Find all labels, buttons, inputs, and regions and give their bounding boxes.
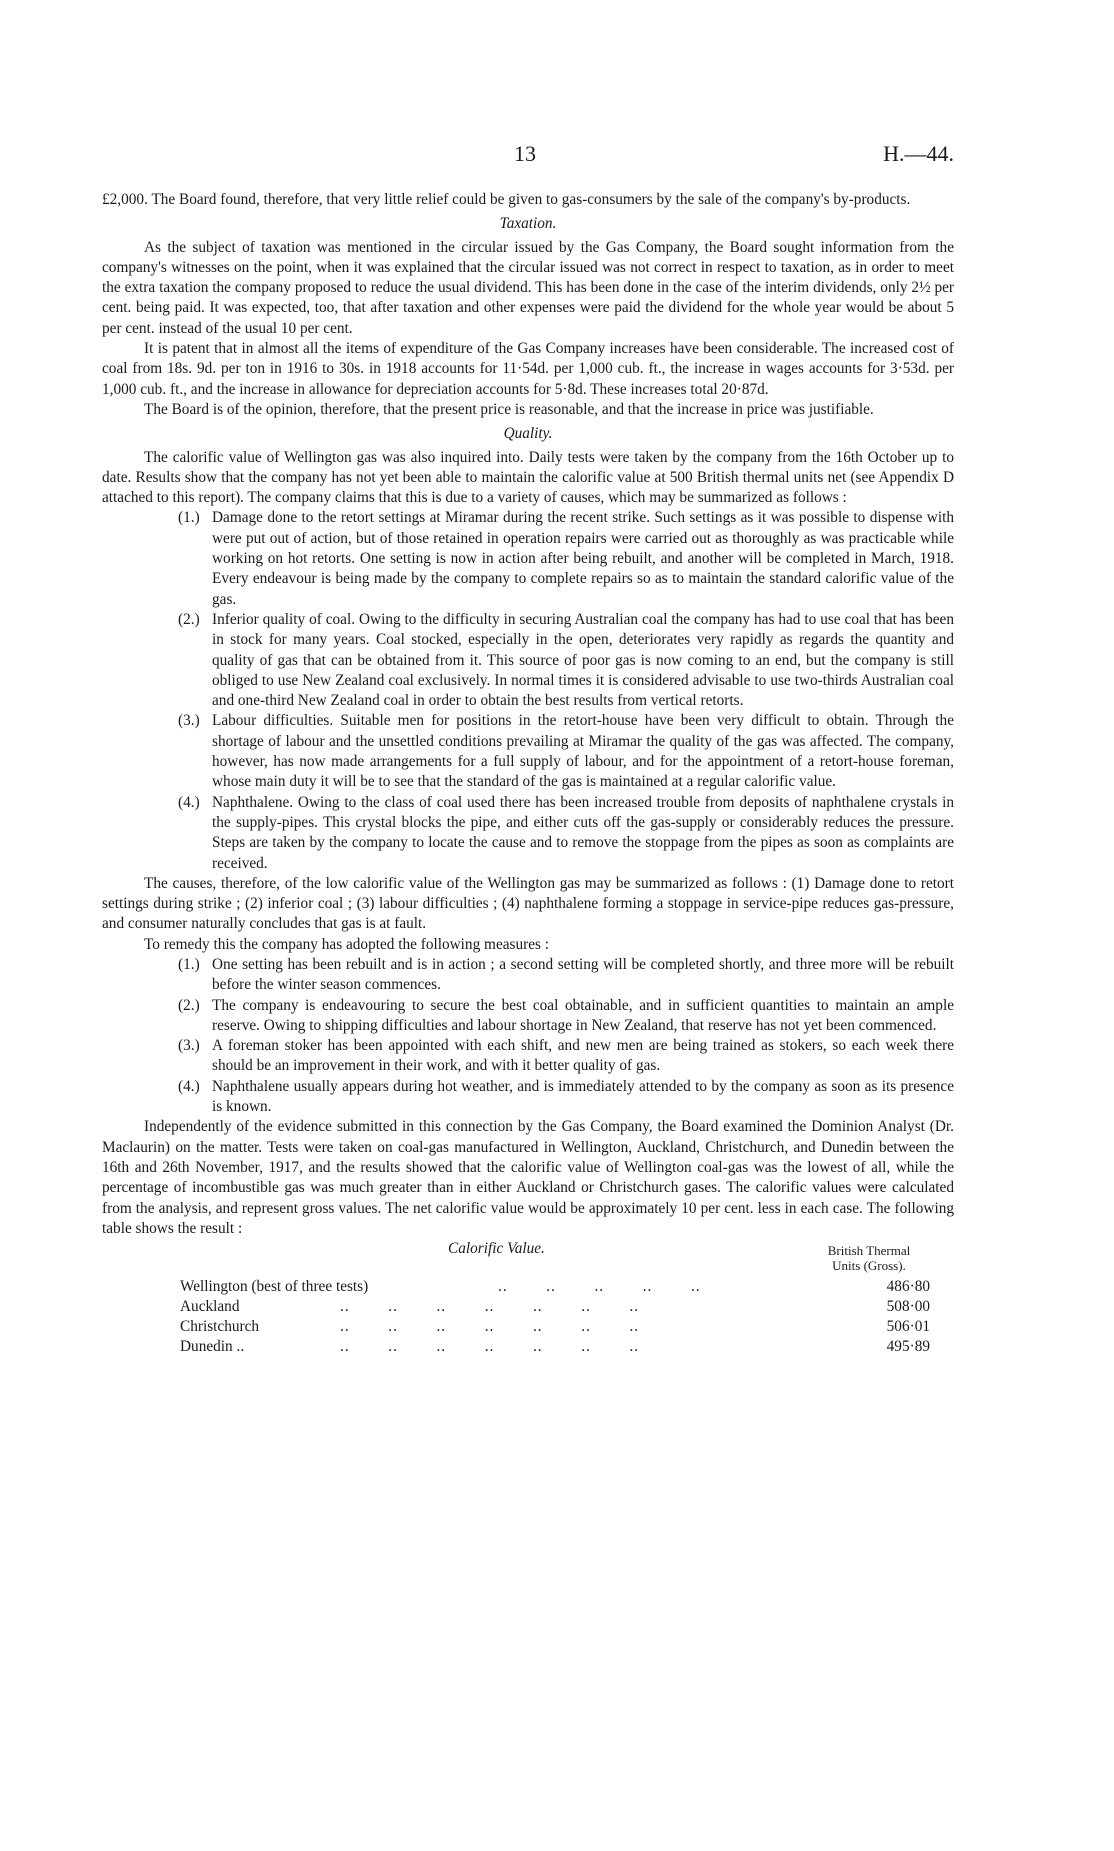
document-code: H.—44. [883,141,954,166]
cause-item [178,610,954,711]
leader-dots: .. .. .. .. .. .. .. [340,1298,640,1316]
leader-dots: .. .. .. .. .. .. .. [340,1318,640,1336]
calorific-value: 508·00 [886,1298,930,1316]
page-body [102,190,954,1357]
measure-item [178,1077,954,1118]
item-number: (1.) [178,509,200,527]
item-number: (2.) [178,996,200,1014]
city-name: Dunedin .. [180,1338,245,1356]
item-text: Naphthalene. Owing to the class of coal used there has been increased trouble from deposits of naphthalene crystals in the supply-pipes. This crystal blocks the pipe, and either cuts off the gas-supply or considerably reduces the pressure. Steps are taken by the company to locate the cause and to remove the stoppage from the pipes as soon as complaints are received. [212,793,954,872]
calorific-value: 495·89 [886,1338,930,1356]
calorific-table [102,1239,954,1357]
item-number: (3.) [178,712,200,730]
calorific-value: 486·80 [886,1278,930,1296]
item-text: Labour difficulties. Suitable men for positions in the retort-house have been very difficult to obtain. Through the shortage of labour and the unsettled conditions prevailing at Miramar the quality of the gas was affected. The company, however, has now made arrangements for a full supply of labour, and for the appointment of a retort-house foreman, whose main duty it will be to see that the standard of the gas is maintained at a regular calorific value. [212,712,954,791]
opening-paragraph: £2,000. The Board found, therefore, that very little relief could be given to gas-consumers by the sale of the company's by-products. [102,191,911,208]
page-number: 13 [514,141,536,166]
quality-heading: Quality. [503,425,553,443]
item-text: Inferior quality of coal. Owing to the difficulty in securing Australian coal the company has had to use coal that has been in stock for many years. Coal stocked, especially in the open, deteriorates very rapidly as regards the quantity and quality of gas that can be obtained from it. This source of poor gas is now coming to an end, but the company is still obliged to use New Zealand coal exclusively. In normal times it is considered advisable to use two-thirds Australian coal and one-third New Zealand coal in order to obtain the best results from vertical retorts. [212,610,954,710]
remedy-intro: To remedy this the company has adopted the following measures : [144,935,550,953]
cause-item [178,793,954,874]
city-name: Christchurch [180,1318,260,1336]
taxation-heading: Taxation. [499,215,557,233]
quality-intro: The calorific value of Wellington gas was also inquired into. Daily tests were taken by the company from the 16th October up to date. Results show that the company has not yet been able to maintain the calorific value at 500 British thermal units net (see Appendix D attached to this report). The company claims that this is due to a variety of causes, which may be summarized as follows : [102,448,954,507]
column-header-line: Units (Gross). [832,1258,906,1274]
measure-item [178,996,954,1037]
column-header-line: British Thermal [827,1243,911,1259]
table-caption: Calorific Value. [448,1240,545,1258]
item-number: (2.) [178,610,200,628]
cause-item [178,711,954,792]
item-text: Naphthalene usually appears during hot weather, and is immediately attended to by the company as soon as its presence is known. [212,1077,954,1116]
measure-item [178,955,954,996]
item-text: One setting has been rebuilt and is in action ; a second setting will be completed shortly, and three more will be rebuilt before the winter season commences. [212,955,954,994]
item-number: (1.) [178,955,200,973]
taxation-paragraph: As the subject of taxation was mentioned in the circular issued by the Gas Company, the Board sought information from the company's witnesses on the point, when it was explained that the circular issued was not correct in respect to taxation, as in order to meet the extra taxation the company proposed to reduce the usual dividend. This has been done in the case of the interim dividends, only 2½ per cent. being paid. It was expected, too, that after taxation and other expenses were paid the dividend for the whole year would be about 5 per cent. instead of the usual 10 per cent. [102,238,954,337]
cause-item [178,508,954,609]
item-number: (3.) [178,1037,200,1055]
item-text: A foreman stoker has been appointed with each shift, and new men are being trained as stokers, so each week there should be an improvement in their work, and with it better quality of gas. [212,1037,954,1075]
taxation-paragraph: The Board is of the opinion, therefore, that the present price is reasonable, and that the increase in price was justifiable. [144,400,874,418]
city-name: Wellington (best of three tests) [180,1278,369,1296]
item-number: (4.) [178,1077,200,1095]
city-name: Auckland [180,1298,240,1316]
independent-paragraph: Independently of the evidence submitted in this connection by the Gas Company, the Board examined the Dominion Analyst (Dr. Maclaurin) on the matter. Tests were taken on coal-gas manufactured in Wellington, Auckland, Christchurch, and Dunedin between the 16th and 26th November, 1917, and the results showed that the calorific value of Wellington coal-gas was the lowest of all, while the percentage of incombustible gas was much greater than in either Auckland or Christchurch gases. The calorific values were calculated from the analysis, and represent gross values. The net calorific value would be approximately 10 per cent. less in each case. The following table shows the result : [102,1118,954,1237]
table-column-header [794,1243,944,1273]
calorific-value: 506·01 [886,1318,930,1336]
leader-dots: .. .. .. .. .. [498,1278,701,1296]
table-row [180,1297,950,1317]
item-number: (4.) [178,793,200,811]
leader-dots: .. .. .. .. .. .. .. [340,1338,640,1356]
table-row [180,1317,950,1337]
item-text: The company is endeavouring to secure the best coal obtainable, and in sufficient quantities to maintain an ample reserve. Owing to shipping difficulties and labour shortage in New Zealand, that reserve has not yet been commenced. [212,996,954,1034]
table-row [180,1337,950,1357]
table-row [180,1277,950,1297]
measure-item [178,1036,954,1077]
causes-summary: The causes, therefore, of the low calorific value of the Wellington gas may be summarized as follows : (1) Damage done to retort settings during strike ; (2) inferior coal ; (3) labour difficulties ; (4) naphthalene forming a stoppage in service-pipe reduces gas-pressure, and consumer naturally concludes that gas is at fault. [102,874,954,933]
taxation-paragraph: It is patent that in almost all the items of expenditure of the Gas Company increases have been considerable. The increased cost of coal from 18s. 9d. per ton in 1916 to 30s. in 1918 accounts for 11·54d. per 1,000 cub. ft., the increase in wages accounts for 3·53d. per 1,000 cub. ft., and the increase in allowance for depreciation accounts for 5·8d. These increases total 20·87d. [102,340,954,398]
item-text: Damage done to the retort settings at Miramar during the recent strike. Such settings as it was possible to dispense with were put out of action, but of those retained in operation repairs were carried out as thoroughly as was practicable while working on hot retorts. One setting is now in action after being rebuilt, and another will be completed in March, 1918. Every endeavour is being made by the company to complete repairs so as to maintain the standard calorific value of the gas. [212,509,954,608]
